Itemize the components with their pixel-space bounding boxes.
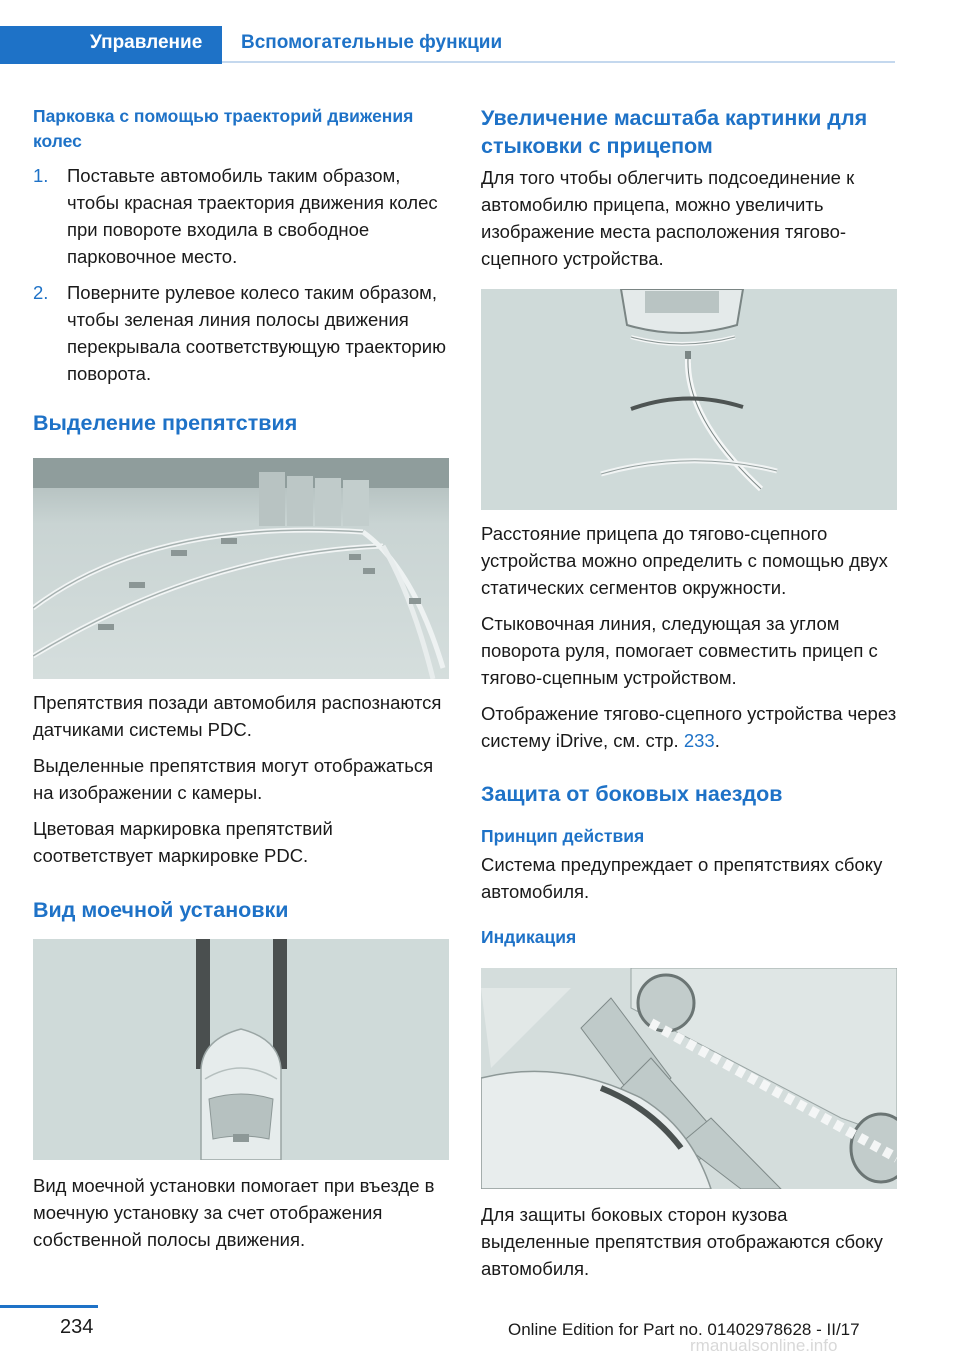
header-divider xyxy=(222,61,895,63)
page-link-233[interactable]: 233 xyxy=(683,730,715,751)
paragraph: Система предупреждает о препятствиях сбоку автомобиля. xyxy=(481,854,883,902)
paragraph: Выделенные препятствия могут отображаться на изображении с камеры. xyxy=(33,755,434,803)
subsection-title-display: Индикация xyxy=(481,927,577,947)
paragraph: Вид моечной установки помогает при въезде в моечную установку за счет отображения собственной полосы движения. xyxy=(33,1175,435,1250)
obstacle-illustration xyxy=(33,458,449,679)
paragraph: Стыковочная линия, следующая за углом поворота руля, помогает совместить прицеп с тягово-сцепным устройством. xyxy=(481,613,878,688)
paragraph: Цветовая маркировка препятствий соответствует маркировке PDC. xyxy=(33,818,333,866)
step-number: 2. xyxy=(33,282,49,303)
step-text: Поверните рулевое колесо таким образом, чтобы зеленая линия полосы движения перекрывала соответствующую траекторию поворота. xyxy=(67,282,447,384)
carwash-camera-image xyxy=(33,939,449,1160)
left-column xyxy=(33,104,449,1262)
side-protection-image xyxy=(481,968,897,1189)
list-item xyxy=(33,279,449,387)
section-title-trajectory-parking: Парковка с помощью траекторий движения колес xyxy=(33,106,414,151)
side-protection-illustration xyxy=(481,968,897,1189)
idrive-text: Отображение тягово-сцепного устройства через систему iDrive, см. стр. xyxy=(481,703,897,751)
page-number: 234 xyxy=(60,1316,94,1338)
section-title-side-protection: Защита от боковых наездов xyxy=(481,782,783,806)
tab-control[interactable]: Управление xyxy=(0,26,222,64)
carwash-illustration xyxy=(33,939,449,1160)
section-title-trailer-zoom: Увеличение масштаба картинки для стыковки с прицепом xyxy=(481,106,868,158)
paragraph: Расстояние прицепа до тягово-сцепного устройства можно определить с помощью двух статических сегментов окружности. xyxy=(481,523,888,598)
paragraph: Для защиты боковых сторон кузова выделенные препятствия отображаются сбоку автомобиля. xyxy=(481,1204,883,1279)
section-title-carwash-view: Вид моечной установки xyxy=(33,898,289,922)
section-title-obstacle-highlight: Выделение препятствия xyxy=(33,411,298,435)
watermark: rmanualsonline.info xyxy=(690,1336,838,1355)
paragraph: Для того чтобы облегчить подсоединение к автомобилю прицепа, можно увеличить изображение места расположения тягово-сцепного устройства. xyxy=(481,167,855,269)
list-item xyxy=(33,162,449,270)
steps-list xyxy=(33,162,449,387)
footer-accent-line xyxy=(0,1305,98,1308)
edition-info: Online Edition for Part no. 01402978628 - II/17 xyxy=(508,1320,860,1339)
step-text: Поставьте автомобиль таким образом, чтобы красная траектория движения колес при повороте входила в свободное парковочное место. xyxy=(67,165,438,267)
period: . xyxy=(714,730,720,751)
right-column xyxy=(481,104,897,1291)
tab-auxiliary-functions[interactable]: Вспомогательные функции xyxy=(241,32,503,53)
paragraph-idrive-reference xyxy=(481,700,897,754)
obstacle-camera-image xyxy=(33,458,449,679)
header-bar xyxy=(0,0,960,64)
subsection-title-principle: Принцип действия xyxy=(481,826,645,846)
trailer-hitch-image xyxy=(481,289,897,510)
step-number: 1. xyxy=(33,165,49,186)
paragraph: Препятствия позади автомобиля распознаются датчиками системы PDC. xyxy=(33,692,442,740)
trailer-hitch-illustration xyxy=(481,289,897,510)
